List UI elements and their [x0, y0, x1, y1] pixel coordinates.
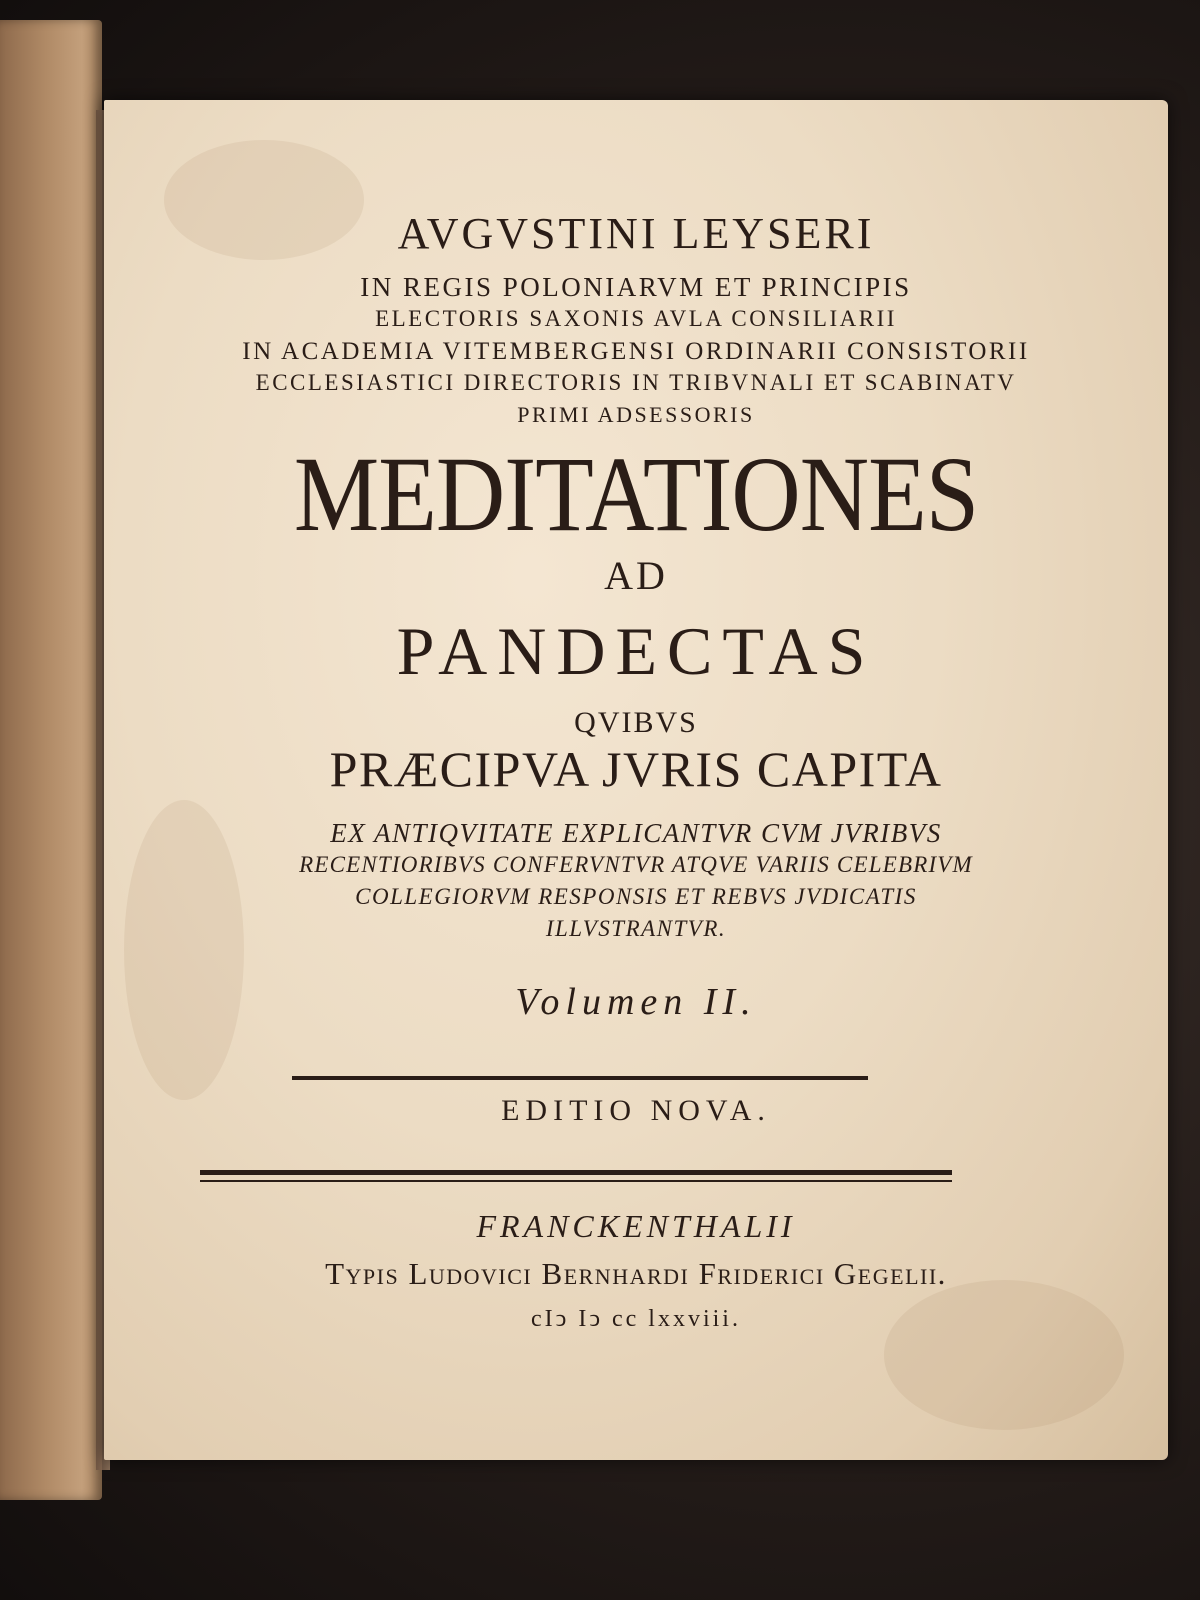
double-rule-top [200, 1170, 952, 1175]
title-praecipua: PRÆCIPVA JVRIS CAPITA [329, 741, 943, 797]
imprint-place: FRANCKENTHALII [476, 1208, 796, 1244]
title-pandectas: PANDECTAS [396, 613, 876, 689]
subtitle-line: ECCLESIASTICI DIRECTORIS IN TRIBVNALI ET SCABINATV [255, 370, 1017, 395]
double-rule-bottom [200, 1180, 952, 1182]
subtitle-line: IN ACADEMIA VITEMBERGENSI ORDINARII CONSISTORII [242, 338, 1030, 365]
description-line: RECENTIORIBVS CONFERVNTVR ATQVE VARIIS CELEBRIVM [299, 852, 973, 877]
title-page-text [104, 100, 1168, 1460]
vellum-cover-edge [0, 20, 102, 1500]
imprint-year: cIↄ Iↄ cc lxxviii. [531, 1306, 741, 1332]
volume-label: Volumen II. [515, 981, 757, 1023]
description-line: COLLEGIORVM RESPONSIS ET REBVS JVDICATIS [355, 884, 917, 909]
description-line: EX ANTIQVITATE EXPLICANTVR CVM JVRIBVS [330, 818, 942, 848]
title-quibus: QVIBVS [574, 706, 698, 739]
imprint-printer: Typis Ludovici Bernhardi Friderici Gegelii. [325, 1256, 947, 1291]
author-name: AVGVSTINI LEYSERI [397, 209, 875, 258]
subtitle-line: ELECTORIS SAXONIS AVLA CONSILIARII [375, 306, 897, 331]
divider-rule [292, 1076, 868, 1080]
title-ad: AD [604, 553, 668, 598]
subtitle-line: IN REGIS POLONIARVM ET PRINCIPIS [360, 272, 912, 302]
edition-label: EDITIO NOVA. [501, 1094, 771, 1127]
title-page [104, 100, 1168, 1460]
description-line: ILLVSTRANTVR. [545, 916, 727, 941]
subtitle-line: PRIMI ADSESSORIS [517, 402, 755, 427]
main-title: MEDITATIONES [293, 433, 979, 554]
